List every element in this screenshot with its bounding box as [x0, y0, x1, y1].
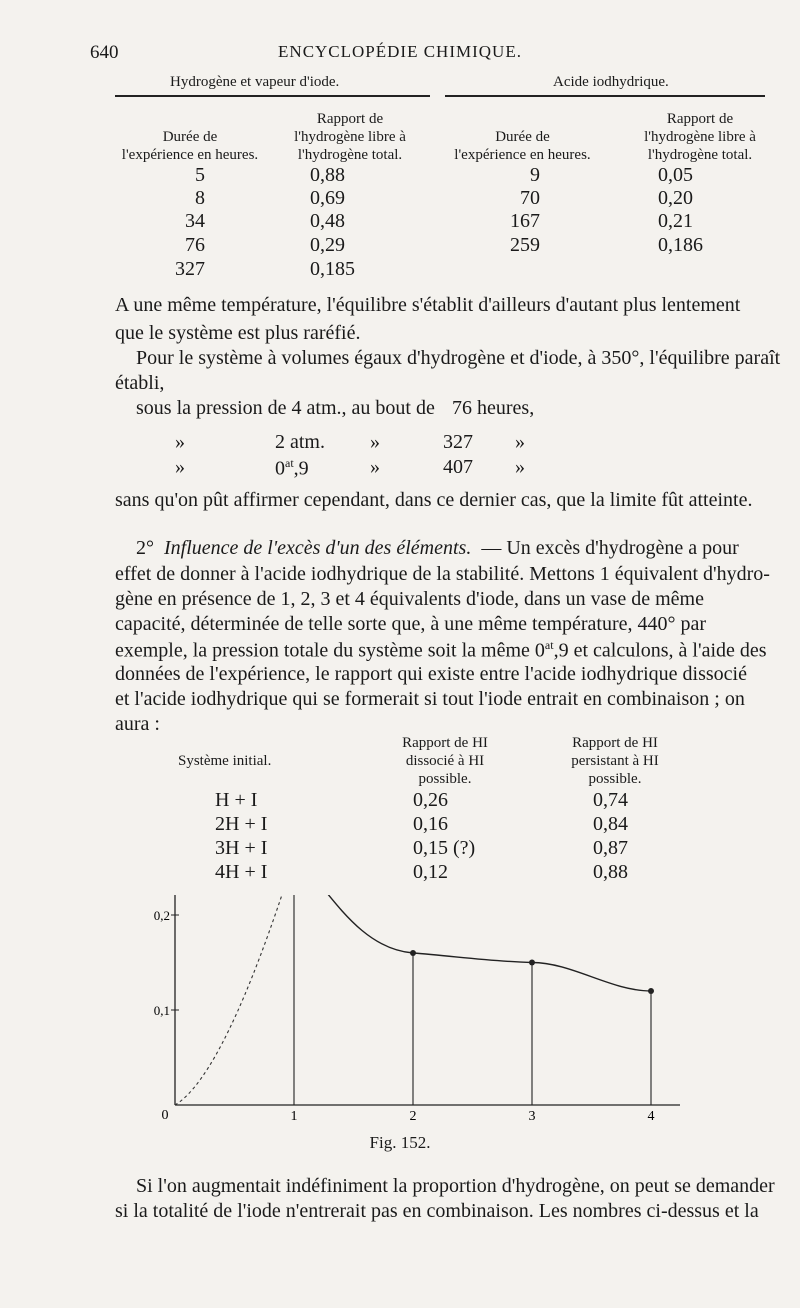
paragraph-line: effet de donner à l'acide iodhydrique de la stabilité. Mettons 1 équivalent d'hydro-: [115, 563, 770, 585]
table-cell: 0,88: [310, 164, 345, 186]
table-cell: 167: [510, 210, 540, 232]
table-cell: 0,05: [658, 164, 693, 186]
paragraph-line: que le système est plus raréfié.: [115, 322, 361, 344]
x-tick-label: 4: [647, 1109, 655, 1124]
table-cell: 0,29: [310, 234, 345, 256]
table1-left-caption: Hydrogène et vapeur d'iode.: [170, 74, 340, 90]
table2-persist-header: [545, 734, 685, 788]
header-line: l'expérience en heures.: [121, 147, 259, 163]
paragraph-line: 327: [443, 431, 473, 453]
table-cell: 0,48: [310, 210, 345, 232]
table2-dissoc-header: [380, 734, 510, 788]
table-cell: 76: [185, 234, 205, 256]
unit-superscript: at: [285, 456, 294, 470]
data-curve: [294, 895, 651, 991]
section-title: Influence de l'excès d'un des éléments.: [164, 537, 472, 559]
header-line: Rapport de HI: [572, 735, 658, 751]
ditto-mark: »: [175, 456, 185, 478]
table-cell: 8: [195, 187, 205, 209]
table-cell: 2H + I: [215, 813, 268, 835]
header-line: Rapport de HI: [402, 735, 488, 751]
paragraph-line: 76 heures,: [452, 397, 535, 419]
value-text: ,9: [293, 457, 309, 480]
paragraph-line: données de l'expérience, le rapport qui existe entre l'acide iodhydrique dissocié: [115, 663, 747, 685]
table-cell: 9: [530, 164, 540, 186]
table1-right-rule: [445, 95, 765, 97]
table-cell: 327: [175, 258, 205, 280]
table-cell: 4H + I: [215, 861, 268, 883]
header-line: l'hydrogène libre à: [644, 129, 756, 145]
value-text: 0: [275, 457, 285, 480]
table-cell: 0,185: [310, 258, 355, 280]
header-line: Durée de: [162, 129, 218, 145]
table-cell: 0,186: [658, 234, 703, 256]
table-cell: 0,74: [593, 789, 628, 811]
table-cell: 0,88: [593, 861, 628, 883]
ditto-mark: »: [370, 456, 380, 478]
table-cell: 0,84: [593, 813, 628, 835]
paragraph-line: et l'acide iodhydrique qui se formerait si tout l'iode entrait en combinaison ; on: [115, 688, 745, 710]
paragraph-line: capacité, déterminée de telle sorte que, à une même température, 440° par: [115, 613, 707, 635]
data-point: [648, 988, 654, 994]
header-line: Rapport de: [316, 111, 384, 127]
text-span: exemple, la pression totale du système soit la même 0: [115, 639, 545, 662]
table-cell: 0,16: [413, 813, 448, 835]
page-number: 640: [90, 42, 119, 63]
data-point: [529, 960, 535, 966]
table-cell: 0,69: [310, 187, 345, 209]
header-line: possible.: [418, 771, 472, 787]
table-cell: 70: [520, 187, 540, 209]
table2-system-header: Système initial.: [178, 753, 272, 769]
section-heading-line: [136, 537, 739, 560]
section-number: 2°: [136, 537, 154, 559]
ditto-mark: »: [515, 456, 525, 478]
header-line: l'hydrogène total.: [647, 147, 753, 163]
table-cell: 0,21: [658, 210, 693, 232]
paragraph-line: 407: [443, 456, 473, 478]
header-line: Durée de: [495, 129, 550, 145]
table1-right-ratio-header: [615, 110, 785, 164]
paragraph-line: gène en présence de 1, 2, 3 et 4 équivalents d'iode, dans un vase de même: [115, 588, 704, 610]
section-text: — Un excès d'hydrogène a pour: [481, 537, 739, 559]
y-tick-label: 0,1: [153, 1003, 170, 1018]
figure-152-chart: [140, 895, 680, 1130]
table-cell: 5: [195, 164, 205, 186]
table1-left-rule: [115, 95, 430, 97]
header-line: l'hydrogène libre à: [294, 129, 406, 145]
paragraph-line: Si l'on augmentait indéfiniment la proportion d'hydrogène, on peut se demander: [136, 1175, 775, 1197]
running-head: ENCYCLOPÉDIE CHIMIQUE.: [278, 42, 522, 61]
x-tick-label: 3: [528, 1109, 536, 1124]
data-point: [410, 950, 416, 956]
table-cell: 259: [510, 234, 540, 256]
figure-caption: Fig. 152.: [369, 1133, 431, 1152]
ditto-mark: »: [515, 431, 525, 453]
header-line: Rapport de: [666, 111, 734, 127]
header-line: l'hydrogène total.: [297, 147, 403, 163]
paragraph-line: sous la pression de 4 atm., au bout de: [136, 397, 435, 419]
header-line: persistant à HI: [571, 753, 659, 769]
ditto-mark: »: [370, 431, 380, 453]
header-line: dissocié à HI: [405, 753, 485, 769]
paragraph-line: A une même température, l'équilibre s'établit d'ailleurs d'autant plus lentement: [115, 294, 741, 316]
paragraph-line: Pour le système à volumes égaux d'hydrogène et d'iode, à 350°, l'équilibre paraît: [136, 347, 781, 369]
paragraph-line: aura :: [115, 713, 160, 735]
table-cell: 0,12: [413, 861, 448, 883]
paragraph-line: sans qu'on pût affirmer cependant, dans ce dernier cas, que la limite fût atteinte.: [115, 489, 753, 511]
table-cell: 0,15 (?): [413, 837, 476, 859]
text-span: ,9 et calculons, à l'aide des: [553, 639, 767, 662]
ditto-mark: »: [175, 431, 185, 453]
table1-left-ratio-header: [265, 110, 435, 164]
paragraph-line: si la totalité de l'iode n'entrerait pas en combinaison. Les nombres ci-dessus et la: [115, 1200, 759, 1222]
y-tick-label: 0,2: [153, 908, 170, 923]
dashed-extrapolation: [175, 895, 294, 1105]
paragraph-line: [115, 638, 767, 663]
header-line: possible.: [588, 771, 642, 787]
table1-right-caption: Acide iodhydrique.: [553, 74, 669, 90]
origin-label: 0: [161, 1108, 169, 1123]
table-cell: 34: [185, 210, 205, 232]
table-cell: 0,20: [658, 187, 693, 209]
paragraph-line: 2 atm.: [275, 431, 325, 453]
header-line: l'expérience en heures.: [454, 147, 591, 163]
x-tick-label: 1: [290, 1109, 298, 1124]
table-cell: 3H + I: [215, 837, 268, 859]
table-cell: H + I: [215, 789, 258, 811]
table-cell: 0,87: [593, 837, 628, 859]
table1-left-duration-header: [110, 128, 270, 164]
paragraph-line: [275, 456, 309, 481]
paragraph-line: établi,: [115, 372, 165, 394]
table1-right-duration-header: [440, 128, 605, 164]
table-cell: 0,26: [413, 789, 448, 811]
x-tick-label: 2: [409, 1109, 417, 1124]
unit-superscript: at: [544, 638, 554, 652]
